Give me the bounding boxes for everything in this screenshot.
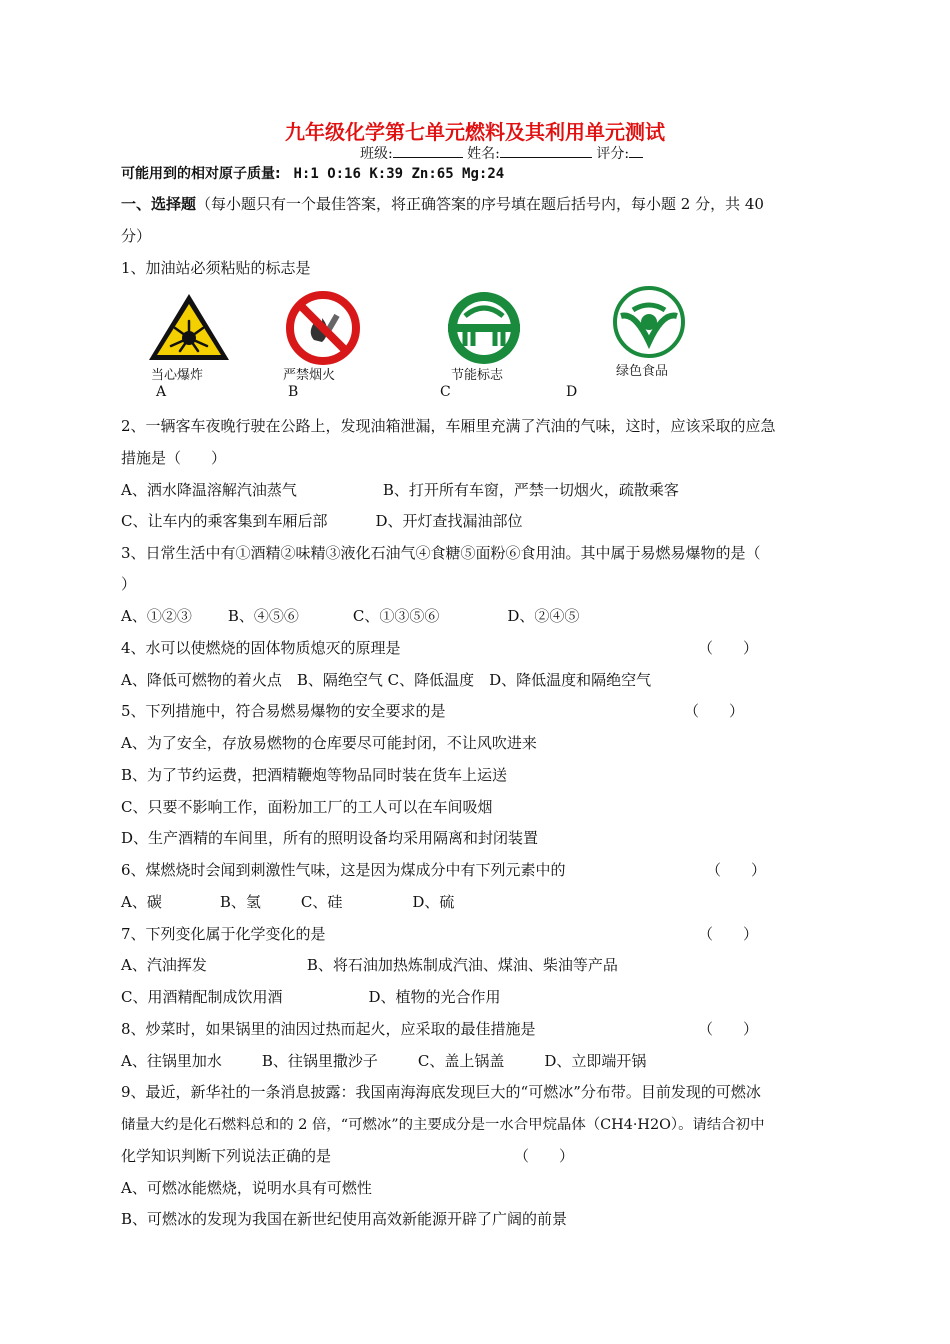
student-info-line [360, 143, 643, 163]
question-9-stem-cont: 储量大约是化石燃料总和的 2 倍，“可燃冰”的主要成分是一水合甲烷晶体（CH4·H2O）。请结合初中 [121, 1117, 765, 1133]
sign-c-label: 节能标志 [451, 368, 504, 383]
question-3-stem: 3、日常生活中有①酒精②味精③液化石油气④食糖⑤面粉⑥食用油。其中属于易燃易爆物的是（ [121, 544, 761, 562]
option-c: C、硅 [300, 893, 343, 911]
atomic-mass-line [121, 163, 504, 183]
question-5-option-c: C、只要不影响工作，面粉加工厂的工人可以在车间吸烟 [121, 798, 493, 816]
option-a: A、碳 [121, 893, 162, 911]
option-d: D、立即端开锅 [544, 1052, 647, 1070]
question-9-option-a: A、可燃冰能燃烧，说明水具有可燃性 [121, 1179, 372, 1197]
name-blank [500, 143, 592, 158]
question-7-answer-blank: （ ） [698, 925, 759, 943]
question-8-answer-blank: （ ） [698, 1020, 759, 1038]
section-heading-line [121, 193, 764, 214]
question-2-stem-cont: 措施是（ ） [121, 449, 227, 467]
question-3-options [121, 605, 579, 626]
name-label: 姓名: [467, 146, 500, 162]
question-2-options-ab [121, 479, 679, 500]
question-5-answer-blank: （ ） [684, 702, 745, 720]
option-c: C、①③⑤⑥ [352, 607, 440, 625]
question-1-stem: 1、加油站必须粘贴的标志是 [121, 259, 311, 277]
question-5-option-b: B、为了节约运费，把酒精鞭炮等物品同时装在货车上运送 [121, 766, 508, 784]
option-c: C、盖上锅盖 [417, 1052, 505, 1070]
sign-b-letter: B [288, 384, 299, 400]
option-b: B、往锅里撒沙子 [261, 1052, 378, 1070]
question-2-options-cd [121, 510, 523, 531]
sign-d-label: 绿色食品 [616, 364, 669, 379]
page-title: 九年级化学第七单元燃料及其利用单元测试 [285, 120, 665, 144]
question-4-answer-blank: （ ） [698, 639, 759, 657]
option-b: B、打开所有车窗，严禁一切烟火，疏散乘客 [382, 481, 679, 499]
score-blank [629, 143, 643, 158]
question-8-stem: 8、炒菜时，如果锅里的油因过热而起火，应采取的最佳措施是 [121, 1020, 536, 1038]
question-9-answer-blank: （ ） [514, 1147, 575, 1165]
question-7-options-ab [121, 954, 618, 975]
score-label: 评分: [596, 146, 630, 162]
question-5-stem: 5、下列措施中，符合易燃易爆物的安全要求的是 [121, 702, 446, 720]
question-2-stem: 2、一辆客车夜晚行驶在公路上，发现油箱泄漏，车厢里充满了汽油的气味，这时，应该采取的应急 [121, 417, 776, 435]
class-blank [393, 143, 463, 158]
section-instructions: （每小题只有一个最佳答案，将正确答案的序号填在题后括号内，每小题 2 分，共 40 [196, 195, 764, 213]
option-d: D、②④⑤ [507, 607, 580, 625]
class-label: 班级: [360, 146, 393, 162]
sign-a-label: 当心爆炸 [151, 368, 204, 383]
option-d: D、开灯查找漏油部位 [375, 512, 523, 530]
section-instructions-cont: 分） [121, 227, 152, 245]
option-b: B、④⑤⑥ [227, 607, 299, 625]
option-c: C、用酒精配制成饮用酒 [121, 988, 283, 1006]
section-heading: 一、选择题 [121, 195, 197, 213]
sign-d-letter: D [566, 384, 578, 400]
option-d: D、植物的光合作用 [368, 988, 501, 1006]
atomic-mass-label: 可能用到的相对原子质量: [121, 166, 281, 182]
option-d: D、硫 [412, 893, 455, 911]
question-6-options [121, 891, 454, 912]
sign-c-letter: C [440, 384, 451, 400]
question-7-options-cd [121, 986, 501, 1007]
option-b: B、氢 [219, 893, 261, 911]
sign-a-letter: A [156, 384, 167, 400]
question-4-options: A、降低可燃物的着火点 B、隔绝空气 C、降低温度 D、降低温度和隔绝空气 [121, 671, 652, 689]
question-9-stem: 9、最近，新华社的一条消息披露：我国南海海底发现巨大的“可燃冰”分布带。目前发现的可燃冰 [121, 1083, 761, 1101]
question-8-options [121, 1050, 646, 1071]
question-9-stem-cont2: 化学知识判断下列说法正确的是 [121, 1147, 332, 1165]
option-a: A、洒水降温溶解汽油蒸气 [121, 481, 297, 499]
option-a: A、①②③ [121, 607, 192, 625]
option-b: B、将石油加热炼制成汽油、煤油、柴油等产品 [306, 956, 618, 974]
option-c: C、让车内的乘客集到车厢后部 [121, 512, 328, 530]
sign-b-label: 严禁烟火 [283, 368, 336, 383]
question-6-stem: 6、煤燃烧时会闻到刺激性气味，这是因为煤成分中有下列元素中的 [121, 861, 566, 879]
atomic-mass-values: H:1 O:16 K:39 Zn:65 Mg:24 [293, 166, 505, 182]
question-3-stem-cont: ） [121, 575, 137, 593]
question-4-stem: 4、水可以使燃烧的固体物质熄灭的原理是 [121, 639, 401, 657]
question-9-option-b: B、可燃冰的发现为我国在新世纪使用高效新能源开辟了广阔的前景 [121, 1210, 568, 1228]
question-5-option-a: A、为了安全，存放易燃物的仓库要尽可能封闭，不让风吹进来 [121, 734, 537, 752]
question-5-option-d: D、生产酒精的车间里，所有的照明设备均采用隔离和封闭装置 [121, 829, 539, 847]
question-6-answer-blank: （ ） [706, 861, 767, 879]
question-7-stem: 7、下列变化属于化学变化的是 [121, 925, 326, 943]
option-a: A、往锅里加水 [121, 1052, 222, 1070]
option-a: A、汽油挥发 [121, 956, 207, 974]
